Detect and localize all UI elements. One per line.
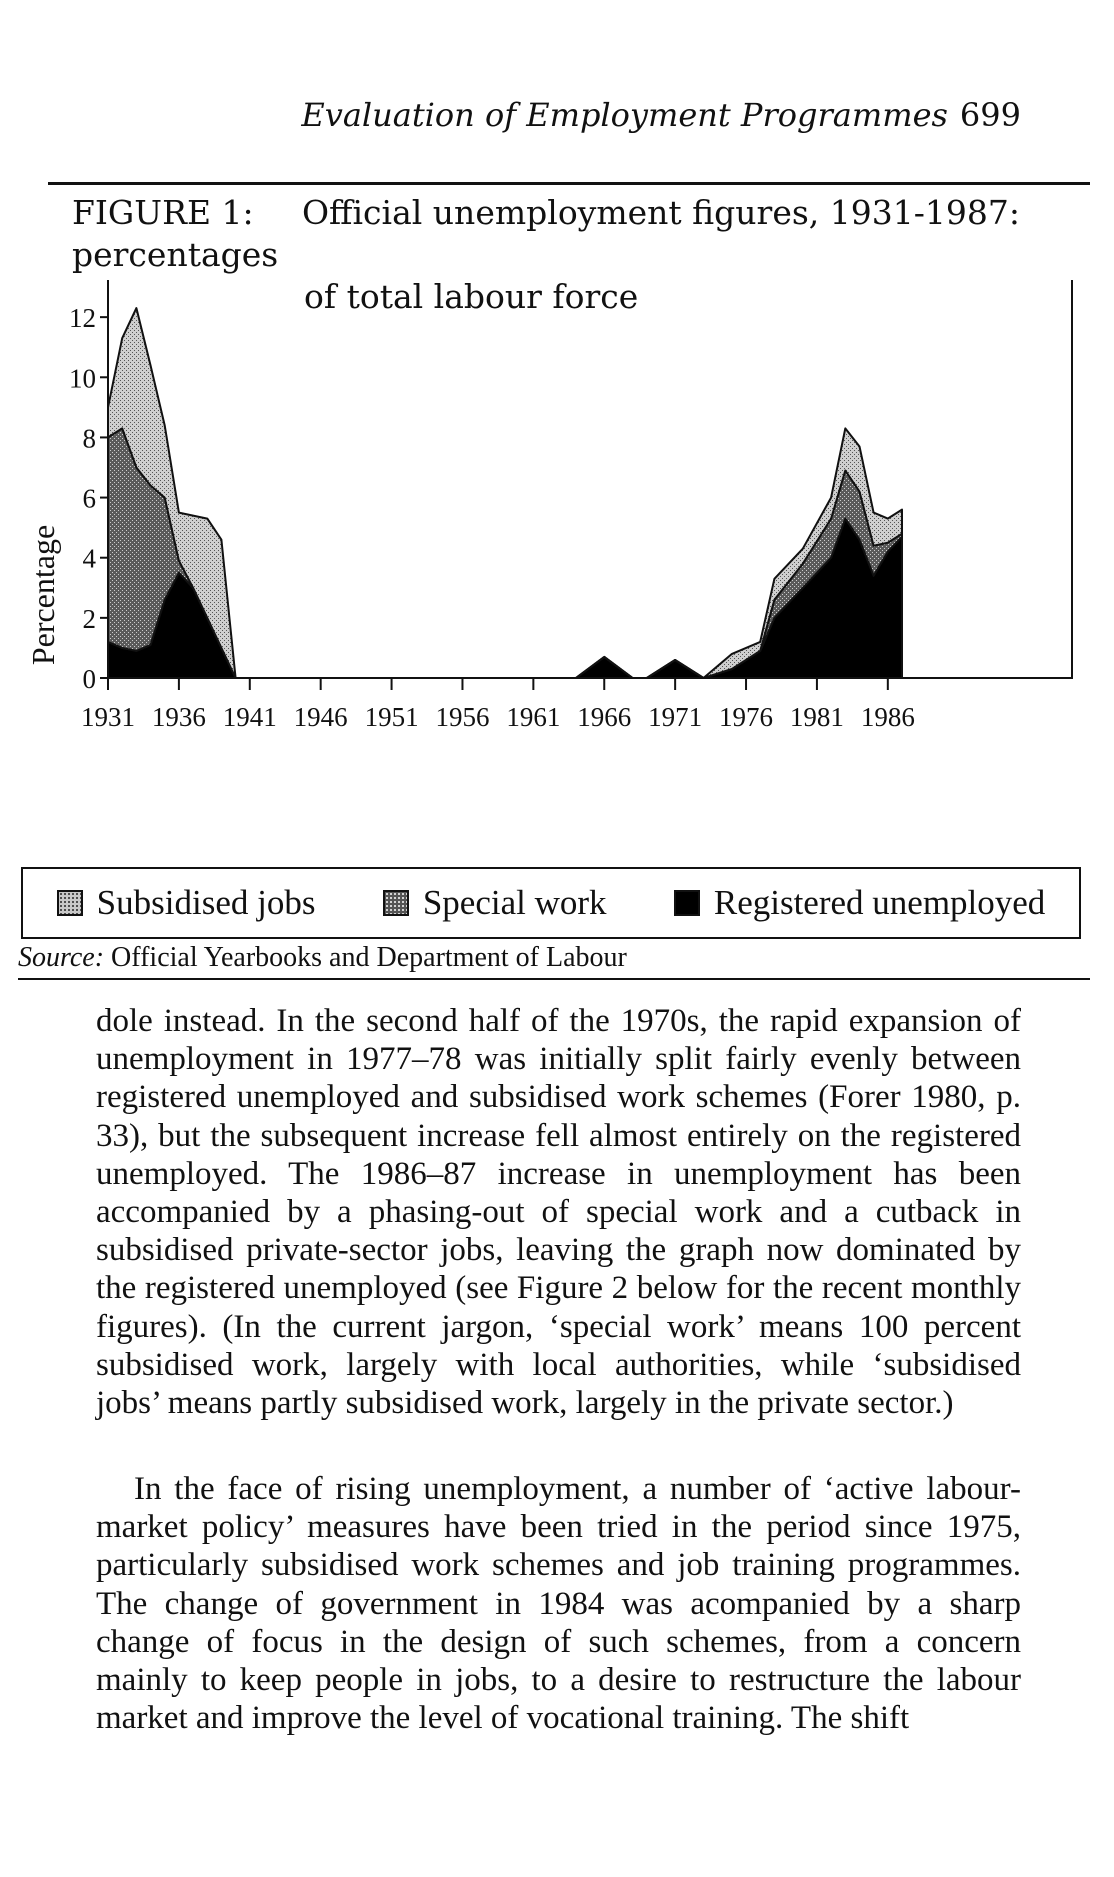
figure-top-rule	[48, 182, 1090, 185]
x-tick-label: 1951	[364, 702, 419, 732]
legend-swatch-special	[383, 890, 409, 916]
y-tick-label: 10	[69, 363, 96, 394]
legend-item-subsidised	[57, 883, 316, 923]
legend-item-special	[383, 883, 607, 923]
running-title: Evaluation of Employment Programmes	[301, 96, 948, 134]
legend-label-special: Special work	[422, 883, 607, 922]
y-tick-label: 0	[82, 664, 96, 694]
figure-label: FIGURE 1:	[72, 193, 254, 232]
y-tick-label: 12	[69, 303, 96, 334]
figure-source	[18, 942, 627, 974]
y-tick-label: 6	[82, 483, 96, 514]
x-tick-label: 1981	[789, 702, 844, 732]
x-tick-label: 1961	[506, 702, 561, 732]
body-paragraph-1: dole instead. In the second half of the 1970s, the rapid expansion of unemployment in 1977–78 was initially split fairly evenly between registered unemployed and subsidised work schemes (Forer 1980, p. 33), but the subsequent increase fell almost entirely on the registered unemployed. The 1986–87 increase in unemployment has been accompanied by a phasing-out of special work and a cutback in subsidised private-sector jobs, leaving the graph now dominated by the registered unemployed (see Figure 2 below for the recent monthly figures). (In the current jargon, ‘special work’ means 100 percent subsidised work, largely with local authorities, while ‘subsidised jobs’ means partly subsidised work, largely in the private sector.)	[96, 1003, 1021, 1422]
figure-bottom-rule	[18, 978, 1090, 980]
x-tick-label: 1946	[293, 702, 348, 732]
source-text: Official Yearbooks and Department of Labour	[111, 942, 627, 973]
legend-item-registered	[674, 883, 1045, 923]
x-tick-label: 1966	[577, 702, 632, 732]
source-label: Source:	[18, 942, 105, 973]
unemployment-area-chart	[20, 280, 1090, 865]
x-tick-label: 1941	[222, 702, 277, 732]
figure-title-line1: Official unemployment figures, 1931-1987: percentages	[72, 193, 1020, 274]
page-number: 699	[959, 96, 1021, 134]
x-tick-label: 1931	[81, 702, 135, 732]
plot-frame	[108, 280, 1072, 678]
x-tick-label: 1956	[435, 702, 490, 732]
legend-label-subsidised: Subsidised jobs	[96, 883, 316, 922]
y-tick-label: 4	[82, 543, 96, 574]
y-tick-label: 2	[82, 603, 96, 634]
legend-swatch-registered	[674, 890, 700, 916]
legend-swatch-subsidised	[57, 890, 83, 916]
legend-label-registered: Registered unemployed	[713, 883, 1046, 922]
x-tick-label: 1971	[648, 702, 703, 732]
x-tick-label: 1936	[151, 702, 206, 732]
x-tick-label: 1986	[860, 702, 915, 732]
running-header	[0, 96, 1021, 134]
y-axis-label: Percentage	[25, 524, 61, 666]
body-paragraph-2: In the face of rising unemployment, a number of ‘active labour-market policy’ measures have been tried in the period since 1975, particularly subsidised work schemes and job training programmes. The change of government in 1984 was acompanied by a sharp change of focus in the design of such schemes, from a concern mainly to keep people in jobs, to a desire to restructure the labour market and improve the level of vocational training. The shift	[96, 1471, 1021, 1737]
x-tick-label: 1976	[719, 702, 774, 732]
chart-legend	[21, 867, 1081, 939]
y-tick-label: 8	[82, 423, 96, 454]
figure-title-line2: of total labour force	[304, 277, 639, 316]
